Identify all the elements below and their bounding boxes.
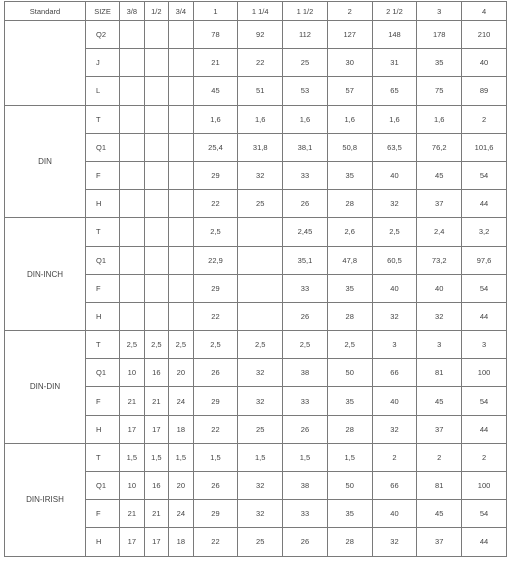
value-cell: 63,5 [372,133,417,161]
value-cell [120,133,145,161]
value-cell: 44 [462,302,507,330]
value-cell: 60,5 [372,246,417,274]
value-cell: 25 [283,49,328,77]
value-cell: 97,6 [462,246,507,274]
value-cell: 1,5 [193,443,238,471]
dimension-label-cell: Q1 [86,359,120,387]
value-cell: 178 [417,21,462,49]
value-cell: 2,5 [144,331,169,359]
value-cell [144,218,169,246]
value-cell: 2 [372,443,417,471]
value-cell: 33 [283,274,328,302]
value-cell: 2,5 [327,331,372,359]
header-row [5,2,507,21]
value-cell: 89 [462,77,507,105]
table-header [5,2,507,21]
value-cell [238,218,283,246]
header-size: SIZE [86,2,120,21]
value-cell: 40 [462,49,507,77]
value-cell [169,190,194,218]
header-size-column: 3 [417,2,462,21]
value-cell: 65 [372,77,417,105]
value-cell: 32 [238,387,283,415]
value-cell [169,49,194,77]
value-cell: 1,6 [327,105,372,133]
value-cell: 21 [193,49,238,77]
dimension-label-cell: Q1 [86,472,120,500]
header-size-column: 4 [462,2,507,21]
value-cell: 54 [462,500,507,528]
table-body [5,21,507,557]
value-cell: 22 [193,415,238,443]
value-cell: 101,6 [462,133,507,161]
value-cell: 38 [283,359,328,387]
value-cell: 40 [417,274,462,302]
value-cell: 66 [372,359,417,387]
value-cell: 22 [238,49,283,77]
value-cell: 1,6 [193,105,238,133]
value-cell: 3 [372,331,417,359]
value-cell [120,105,145,133]
dimension-label-cell: H [86,415,120,443]
value-cell: 26 [283,415,328,443]
value-cell: 31,8 [238,133,283,161]
value-cell: 35 [327,161,372,189]
dimension-label-cell: Q1 [86,246,120,274]
value-cell: 38,1 [283,133,328,161]
value-cell: 30 [327,49,372,77]
value-cell: 1,5 [327,443,372,471]
value-cell: 32 [238,472,283,500]
value-cell: 18 [169,528,194,556]
header-size-column: 1 1/4 [238,2,283,21]
value-cell: 1,5 [144,443,169,471]
value-cell [144,49,169,77]
value-cell: 32 [372,190,417,218]
value-cell: 81 [417,359,462,387]
value-cell: 2,6 [327,218,372,246]
value-cell: 1,5 [238,443,283,471]
value-cell: 20 [169,472,194,500]
dimension-label-cell: F [86,161,120,189]
header-size-column: 2 1/2 [372,2,417,21]
value-cell: 28 [327,415,372,443]
value-cell: 25,4 [193,133,238,161]
value-cell: 10 [120,359,145,387]
value-cell: 32 [372,528,417,556]
value-cell: 45 [417,500,462,528]
value-cell: 24 [169,500,194,528]
dimension-label-cell: J [86,49,120,77]
value-cell: 47,8 [327,246,372,274]
value-cell: 81 [417,472,462,500]
value-cell: 3 [417,331,462,359]
value-cell [144,161,169,189]
table-row [5,331,507,359]
value-cell: 32 [372,415,417,443]
standard-cell [5,21,86,106]
value-cell: 66 [372,472,417,500]
value-cell: 26 [193,472,238,500]
value-cell [238,302,283,330]
value-cell: 100 [462,472,507,500]
value-cell: 28 [327,528,372,556]
value-cell: 54 [462,387,507,415]
value-cell [120,246,145,274]
value-cell: 1,6 [283,105,328,133]
value-cell: 37 [417,190,462,218]
header-size-column: 1 [193,2,238,21]
value-cell [169,77,194,105]
header-size-column: 3/8 [120,2,145,21]
value-cell [120,21,145,49]
value-cell: 44 [462,190,507,218]
value-cell: 25 [238,190,283,218]
value-cell: 35 [327,274,372,302]
value-cell: 40 [372,161,417,189]
value-cell: 1,6 [238,105,283,133]
value-cell: 21 [120,500,145,528]
table-row [5,105,507,133]
dimension-label-cell: Q1 [86,133,120,161]
value-cell: 17 [144,415,169,443]
value-cell: 44 [462,415,507,443]
value-cell: 73,2 [417,246,462,274]
header-standard: Standard [5,2,86,21]
value-cell [120,190,145,218]
value-cell: 29 [193,161,238,189]
value-cell: 2,45 [283,218,328,246]
dimension-label-cell: Q2 [86,21,120,49]
value-cell: 2,5 [238,331,283,359]
value-cell: 112 [283,21,328,49]
value-cell [144,190,169,218]
standard-cell: DIN [5,105,86,218]
value-cell: 2,5 [169,331,194,359]
header-size-column: 3/4 [169,2,194,21]
value-cell: 76,2 [417,133,462,161]
value-cell [144,246,169,274]
dimension-label-cell: L [86,77,120,105]
value-cell [169,246,194,274]
standard-cell: DIN-IRISH [5,443,86,556]
value-cell: 2 [417,443,462,471]
value-cell: 25 [238,415,283,443]
value-cell: 54 [462,161,507,189]
value-cell: 75 [417,77,462,105]
dimension-label-cell: F [86,387,120,415]
value-cell: 100 [462,359,507,387]
table-row [5,21,507,49]
value-cell: 35 [327,387,372,415]
value-cell: 33 [283,161,328,189]
value-cell: 32 [372,302,417,330]
value-cell: 22 [193,528,238,556]
value-cell: 148 [372,21,417,49]
value-cell: 17 [120,528,145,556]
value-cell: 1,5 [169,443,194,471]
table-row [5,218,507,246]
value-cell: 10 [120,472,145,500]
value-cell [169,218,194,246]
value-cell [144,274,169,302]
header-size-column: 2 [327,2,372,21]
value-cell [144,302,169,330]
value-cell [144,105,169,133]
value-cell: 35 [327,500,372,528]
value-cell: 44 [462,528,507,556]
value-cell: 53 [283,77,328,105]
value-cell [169,274,194,302]
value-cell: 1,5 [283,443,328,471]
value-cell: 1,5 [120,443,145,471]
value-cell: 16 [144,359,169,387]
value-cell: 54 [462,274,507,302]
value-cell: 3 [462,331,507,359]
value-cell: 45 [193,77,238,105]
value-cell: 22,9 [193,246,238,274]
value-cell: 1,6 [417,105,462,133]
value-cell [144,21,169,49]
value-cell: 29 [193,274,238,302]
value-cell: 2 [462,105,507,133]
value-cell: 35 [417,49,462,77]
value-cell [120,49,145,77]
value-cell [120,302,145,330]
value-cell: 26 [283,190,328,218]
value-cell: 33 [283,500,328,528]
value-cell: 40 [372,500,417,528]
value-cell: 38 [283,472,328,500]
dimension-label-cell: T [86,331,120,359]
value-cell: 22 [193,302,238,330]
header-size-column: 1/2 [144,2,169,21]
value-cell: 32 [417,302,462,330]
value-cell: 26 [283,528,328,556]
value-cell: 28 [327,302,372,330]
value-cell: 20 [169,359,194,387]
value-cell: 17 [144,528,169,556]
value-cell: 40 [372,274,417,302]
value-cell [120,274,145,302]
value-cell: 25 [238,528,283,556]
value-cell [169,21,194,49]
dimensions-table [4,1,507,557]
value-cell: 2,5 [120,331,145,359]
value-cell: 29 [193,500,238,528]
value-cell: 2,4 [417,218,462,246]
value-cell: 1,6 [372,105,417,133]
value-cell: 17 [120,415,145,443]
value-cell: 3,2 [462,218,507,246]
value-cell: 21 [120,387,145,415]
table-row [5,443,507,471]
value-cell: 28 [327,190,372,218]
value-cell: 33 [283,387,328,415]
value-cell: 40 [372,387,417,415]
value-cell: 51 [238,77,283,105]
dimension-label-cell: T [86,105,120,133]
value-cell: 26 [193,359,238,387]
value-cell [169,161,194,189]
value-cell: 92 [238,21,283,49]
value-cell [144,133,169,161]
value-cell [144,77,169,105]
value-cell: 2,5 [372,218,417,246]
value-cell: 32 [238,500,283,528]
dimension-label-cell: F [86,500,120,528]
dimension-label-cell: F [86,274,120,302]
dimension-label-cell: H [86,190,120,218]
value-cell [120,77,145,105]
value-cell: 32 [238,359,283,387]
value-cell: 78 [193,21,238,49]
value-cell [169,302,194,330]
value-cell: 127 [327,21,372,49]
value-cell [169,105,194,133]
value-cell: 21 [144,387,169,415]
dimension-label-cell: H [86,528,120,556]
value-cell: 50 [327,472,372,500]
dimension-label-cell: H [86,302,120,330]
value-cell [120,218,145,246]
header-size-column: 1 1/2 [283,2,328,21]
value-cell: 29 [193,387,238,415]
value-cell: 31 [372,49,417,77]
value-cell [120,161,145,189]
value-cell: 32 [238,161,283,189]
value-cell: 22 [193,190,238,218]
value-cell: 45 [417,387,462,415]
value-cell: 16 [144,472,169,500]
value-cell: 2,5 [193,218,238,246]
value-cell: 2 [462,443,507,471]
value-cell: 26 [283,302,328,330]
value-cell: 45 [417,161,462,189]
value-cell: 50,8 [327,133,372,161]
value-cell: 18 [169,415,194,443]
value-cell [238,274,283,302]
value-cell [169,133,194,161]
dimension-label-cell: T [86,443,120,471]
value-cell: 50 [327,359,372,387]
standard-cell: DIN-DIN [5,331,86,444]
value-cell: 24 [169,387,194,415]
value-cell: 21 [144,500,169,528]
standard-cell: DIN-INCH [5,218,86,331]
value-cell: 37 [417,415,462,443]
value-cell [238,246,283,274]
value-cell: 210 [462,21,507,49]
value-cell: 57 [327,77,372,105]
value-cell: 35,1 [283,246,328,274]
value-cell: 2,5 [193,331,238,359]
value-cell: 2,5 [283,331,328,359]
value-cell: 37 [417,528,462,556]
dimension-label-cell: T [86,218,120,246]
